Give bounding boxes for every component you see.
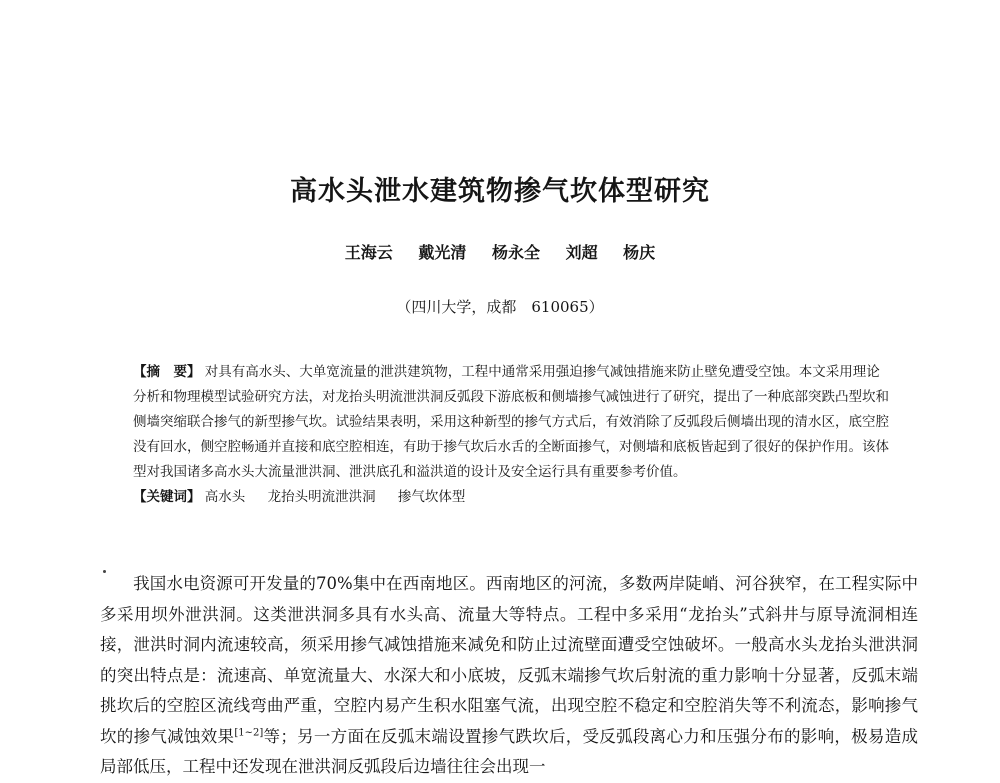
body-paragraph [100, 569, 918, 783]
author-name: 杨庆 [623, 243, 656, 262]
author-list [0, 240, 1000, 266]
keyword: 高水头 [204, 489, 246, 505]
keywords-label: 【关键词】 [133, 489, 201, 505]
citation-ref: [1~2] [234, 727, 264, 738]
abstract-paragraph [133, 360, 893, 485]
keywords-line [133, 485, 893, 510]
keyword: 龙抬头明流泄洪洞 [267, 489, 376, 505]
author-name: 戴光清 [418, 243, 467, 262]
body-text: 我国水电资源可开发量的70%集中在西南地区。西南地区的河流，多数两岸陡峭、河谷狭窄，在工程实际中多采用坝外泄洪洞。这类泄洪洞多具有水头高、流量大等特点。工程中多采用“龙抬头”式斜井与原导流洞相连接，泄洪时洞内流速较高，须采用掺气减蚀措施来减免和防止过流壁面遭受空蚀破坏。一般高水头龙抬头泄洪洞的突出特点是：流速高、单宽流量大、水深大和小底坡，反弧末端掺气坎后射流的重力影响十分显著，反弧末端挑坎后的空腔区流线弯曲严重，空腔内易产生积水阻塞气流，出现空腔不稳定和空腔消失等不利流态，影响掺气坎的掺气减蚀效果 [100, 574, 918, 746]
paper-title: 高水头泄水建筑物掺气坎体型研究 [290, 176, 710, 207]
author-name: 杨永全 [491, 243, 540, 262]
keyword: 掺气坎体型 [397, 489, 466, 505]
author-name: 王海云 [344, 243, 393, 262]
abstract-text: 对具有高水头、大单宽流量的泄洪建筑物，工程中通常采用强迫掺气减蚀措施来防止壁免遭受空蚀。本文采用理论分析和物理模型试验研究方法，对龙抬头明流泄洪洞反弧段下游底板和侧墙掺气减蚀进行了研究，提出了一种底部突跌凸型坎和侧墙突缩联合掺气的新型掺气坎。试验结果表明，采用这种新型的掺气方式后，有效消除了反弧段后侧墙出现的清水区，底空腔没有回水，侧空腔畅通并直接和底空腔相连，有助于掺气坎后水舌的全断面掺气，对侧墙和底板皆起到了很好的保护作用。该体型对我国诸多高水头大流量泄洪洞、泄洪底孔和溢洪道的设计及安全运行具有重要参考价值。 [133, 364, 889, 480]
author-name: 刘超 [565, 243, 598, 262]
body-text-continued: 等；另一方面在反弧末端设置掺气跌坎后，受反弧段离心力和压强分布的影响，极易造成局部低压，工程中还发现在泄洪洞反弧段后边墙往往会出现一 [100, 726, 919, 776]
affiliation: （四川大学，成都 610065） [396, 298, 604, 316]
abstract-label: 【摘 要】 [133, 364, 201, 380]
abstract-block [133, 360, 893, 510]
